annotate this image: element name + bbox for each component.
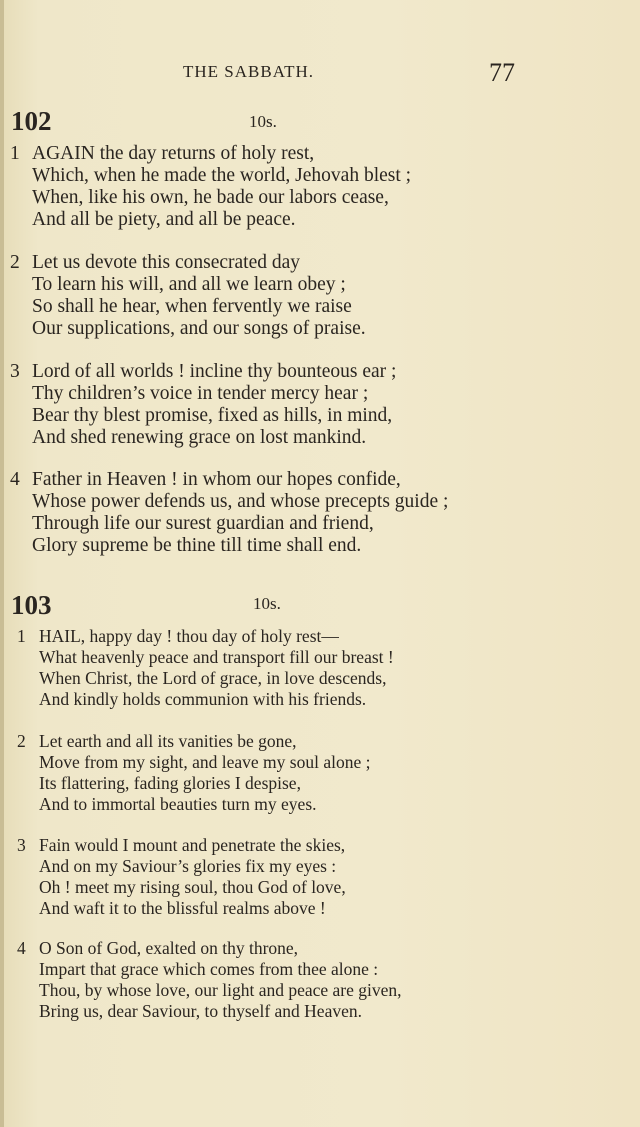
verse-line: Move from my sight, and leave my soul alone ; [39, 752, 371, 772]
stanza [10, 143, 411, 231]
verse-line: And shed renewing grace on lost mankind. [32, 427, 367, 448]
hymn-meter: 10s. [253, 594, 281, 613]
verse-line: Thy children’s voice in tender mercy hear ; [32, 383, 369, 404]
stanza [10, 469, 448, 557]
verse-line: Its flattering, fading glories I despise, [39, 773, 301, 793]
verse-line: HAIL, happy day ! thou day of holy rest— [39, 626, 339, 646]
stanza [17, 626, 394, 710]
verse-line: And all be piety, and all be peace. [32, 209, 296, 230]
verse-line: Bring us, dear Saviour, to thyself and Heaven. [39, 1001, 362, 1021]
stanza-number: 4 [17, 938, 26, 958]
verse-line: And waft it to the blissful realms above ! [39, 898, 326, 918]
verse-line: When, like his own, he bade our labors cease, [32, 187, 389, 208]
verse-line: Glory supreme be thine till time shall end. [32, 535, 362, 556]
verse-line: Lord of all worlds ! incline thy bounteous ear ; [32, 361, 397, 382]
stanza [10, 361, 396, 449]
verse-line: Impart that grace which comes from thee alone : [39, 959, 379, 979]
verse-line: Bear thy blest promise, fixed as hills, in mind, [32, 405, 393, 426]
page-edge-shadow [0, 0, 4, 1127]
stanza [17, 835, 346, 919]
running-title: THE SABBATH. [183, 62, 315, 81]
verse-line: Through life our surest guardian and friend, [32, 513, 374, 534]
verse-line: Father in Heaven ! in whom our hopes confide, [32, 469, 401, 490]
verse-line: Oh ! meet my rising soul, thou God of love, [39, 877, 346, 897]
verse-line: AGAIN the day returns of holy rest, [32, 143, 315, 164]
stanza-number: 4 [10, 469, 20, 490]
verse-line: Thou, by whose love, our light and peace are given, [39, 980, 402, 1000]
hymn-meter: 10s. [249, 112, 277, 131]
stanza-number: 2 [10, 252, 20, 273]
verse-line: To learn his will, and all we learn obey ; [32, 274, 346, 295]
stanza-number: 3 [17, 835, 26, 855]
stanza [17, 938, 402, 1022]
verse-line: Whose power defends us, and whose precepts guide ; [32, 491, 449, 512]
verse-line: Let us devote this consecrated day [32, 252, 301, 273]
stanza-number: 1 [10, 143, 20, 164]
stanza-number: 1 [17, 626, 26, 646]
verse-line: When Christ, the Lord of grace, in love descends, [39, 668, 387, 688]
verse-line: Fain would I mount and penetrate the skies, [39, 835, 346, 855]
stanza [10, 252, 366, 340]
verse-line: And on my Saviour’s glories fix my eyes : [39, 856, 337, 876]
page-number: 77 [489, 58, 515, 87]
verse-line: And kindly holds communion with his friends. [39, 689, 367, 709]
verse-line: Our supplications, and our songs of praise. [32, 318, 366, 339]
verse-line: So shall he hear, when fervently we raise [32, 296, 352, 317]
verse-line: And to immortal beauties turn my eyes. [39, 794, 317, 814]
hymn-number: 103 [11, 590, 52, 620]
verse-line: Which, when he made the world, Jehovah blest ; [32, 165, 412, 186]
verse-line: O Son of God, exalted on thy throne, [39, 938, 299, 958]
hymn-number: 102 [11, 106, 52, 136]
stanza-number: 3 [10, 361, 20, 382]
stanza-number: 2 [17, 731, 26, 751]
verse-line: What heavenly peace and transport fill our breast ! [39, 647, 394, 667]
stanza [17, 731, 370, 815]
verse-line: Let earth and all its vanities be gone, [39, 731, 297, 751]
